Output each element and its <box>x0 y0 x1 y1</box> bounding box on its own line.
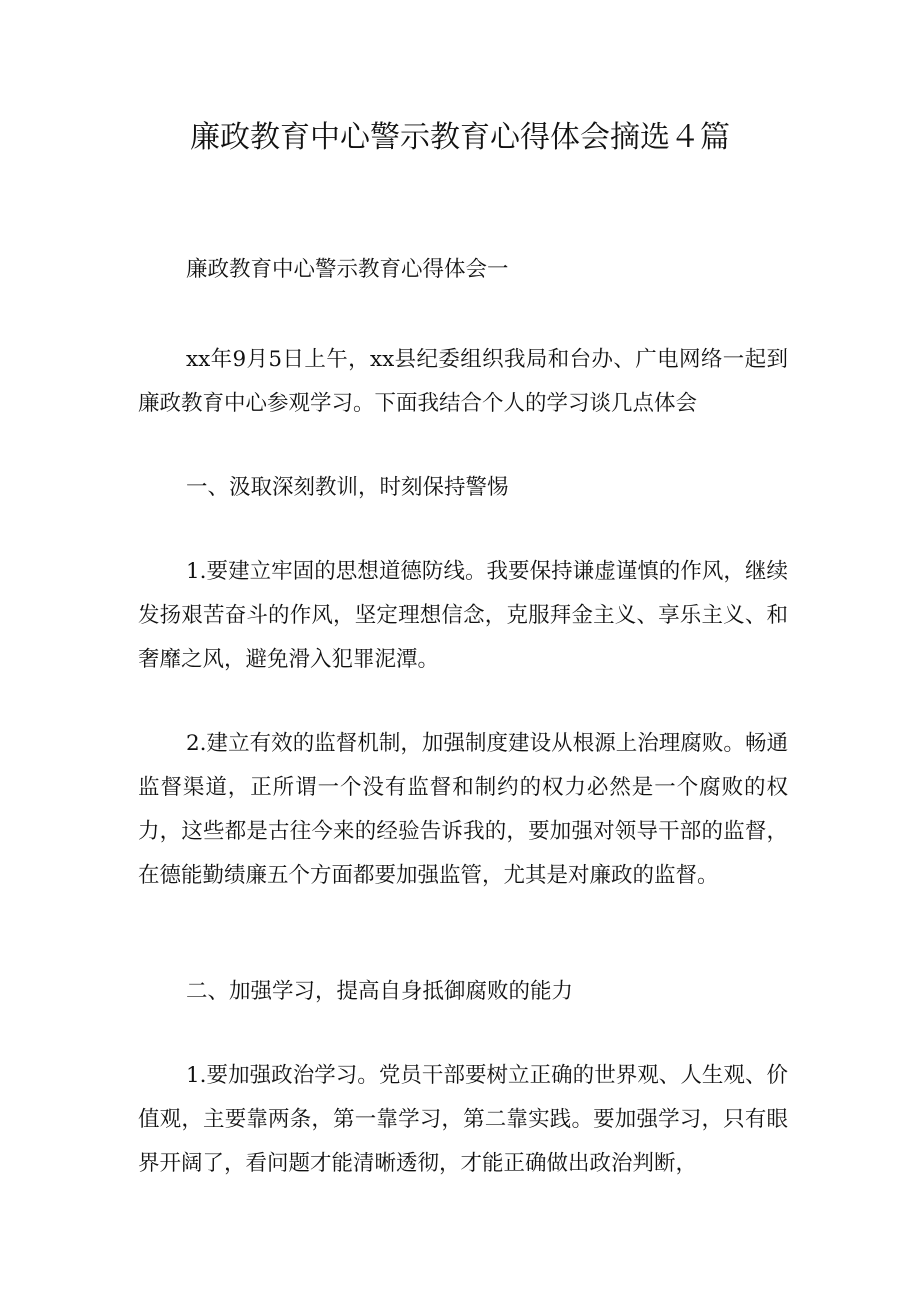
document-title: 廉政教育中心警示教育心得体会摘选４篇 <box>190 120 730 155</box>
section-heading-one: 一、汲取深刻教训，时刻保持警惕 <box>186 475 509 500</box>
paragraph-point-1-1: 1.要建立牢固的思想道德防线。我要保持谦虚谨慎的作风，继续发扬艰苦奋斗的作风，坚定理想信念，克服拜金主义、享乐主义、和奢靡之风，避免滑入犯罪泥潭。 <box>138 559 788 672</box>
section-heading-two: 二、加强学习，提高自身抵御腐败的能力 <box>186 979 574 1004</box>
paragraph-intro: xx年9月5日上午，xx县纪委组织我局和台办、广电网络一起到廉政教育中心参观学习。下面我结合个人的学习谈几点体会 <box>138 347 788 416</box>
section-subtitle: 廉政教育中心警示教育心得体会一 <box>186 257 509 282</box>
paragraph-point-2-1: 1.要加强政治学习。党员干部要树立正确的世界观、人生观、价值观，主要靠两条，第一靠学习，第二靠实践。要加强学习，只有眼界开阔了，看问题才能清晰透彻，才能正确做出政治判断， <box>138 1063 788 1176</box>
paragraph-point-1-2: 2.建立有效的监督机制，加强制度建设从根源上治理腐败。畅通监督渠道，正所谓一个没有监督和制约的权力必然是一个腐败的权力，这些都是古往今来的经验告诉我的，要加强对领导干部的监督，在德能勤绩廉五个方面都要加强监管，尤其是对廉政的监督。 <box>138 731 788 888</box>
